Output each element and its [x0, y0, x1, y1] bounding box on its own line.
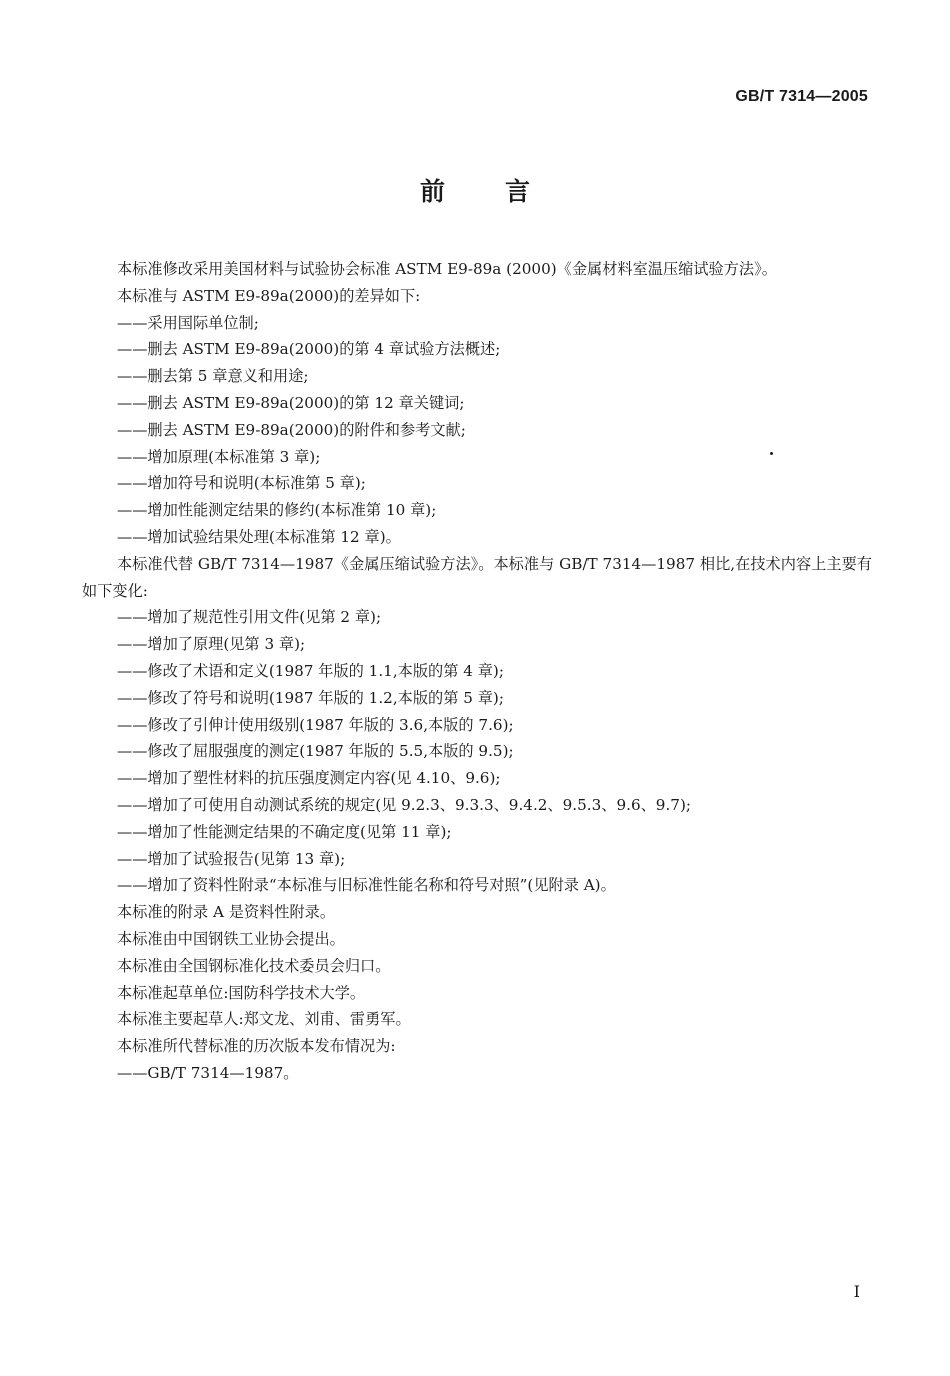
- list-item: ——增加试验结果处理(本标准第 12 章)。: [117, 527, 401, 546]
- list-item: ——增加了原理(见第 3 章);: [117, 635, 306, 654]
- list-item: ——增加了试验报告(见第 13 章);: [117, 849, 346, 868]
- page-title: 前言: [419, 177, 590, 206]
- list-item: ——增加原理(本标准第 3 章);: [117, 447, 321, 466]
- foreword-body: [82, 256, 872, 1087]
- list-item: ——修改了符号和说明(1987 年版的 1.2,本版的第 5 章);: [117, 688, 504, 707]
- scan-speck: [770, 452, 773, 455]
- paragraph-drafters: 本标准主要起草人:郑文龙、刘甫、雷勇军。: [117, 1010, 411, 1029]
- list-item: ——修改了屈服强度的测定(1987 年版的 5.5,本版的 9.5);: [117, 742, 514, 761]
- list-item: ——删去 ASTM E9-89a(2000)的附件和参考文献;: [117, 420, 466, 439]
- list-item: ——采用国际单位制;: [117, 313, 259, 332]
- standard-number: GB/T 7314—2005: [735, 88, 868, 105]
- list-item: ——修改了术语和定义(1987 年版的 1.1,本版的第 4 章);: [117, 661, 504, 680]
- list-item: ——增加了性能测定结果的不确定度(见第 11 章);: [117, 822, 452, 841]
- list-item: ——增加了可使用自动测试系统的规定(见 9.2.3、9.3.3、9.4.2、9.5.3、9.6、9.7);: [117, 795, 691, 814]
- paragraph-history-intro: 本标准所代替标准的历次版本发布情况为:: [117, 1037, 396, 1056]
- list-item: ——增加了规范性引用文件(见第 2 章);: [117, 608, 382, 627]
- paragraph-replacement: 本标准代替 GB/T 7314—1987《金属压缩试验方法》。本标准与 GB/T 7314—1987 相比,在技术内容上主要有如下变化:: [82, 554, 872, 600]
- list-item: ——删去第 5 章意义和用途;: [117, 367, 309, 386]
- list-item: ——增加符号和说明(本标准第 5 章);: [117, 474, 366, 493]
- paragraph-differences-intro: 本标准与 ASTM E9-89a(2000)的差异如下:: [117, 286, 421, 305]
- paragraph-appendix: 本标准的附录 A 是资料性附录。: [117, 903, 336, 922]
- list-item: ——增加性能测定结果的修约(本标准第 10 章);: [117, 501, 437, 520]
- page-number: I: [853, 1282, 860, 1301]
- list-item: ——增加了塑性材料的抗压强度测定内容(见 4.10、9.6);: [117, 769, 501, 788]
- list-item: ——删去 ASTM E9-89a(2000)的第 4 章试验方法概述;: [117, 340, 501, 359]
- paragraph-adoption: 本标准修改采用美国材料与试验协会标准 ASTM E9-89a (2000)《金属材料室温压缩试验方法》。: [117, 260, 777, 278]
- list-item: ——增加了资料性附录“本标准与旧标准性能名称和符号对照”(见附录 A)。: [117, 876, 616, 895]
- list-item: ——删去 ASTM E9-89a(2000)的第 12 章关键词;: [117, 393, 465, 412]
- paragraph-committee: 本标准由全国钢标准化技术委员会归口。: [117, 956, 391, 975]
- paragraph-drafting-unit: 本标准起草单位:国防科学技术大学。: [117, 983, 366, 1002]
- paragraph-proposer: 本标准由中国钢铁工业协会提出。: [117, 929, 345, 948]
- list-item: ——GB/T 7314—1987。: [117, 1063, 299, 1082]
- list-item: ——修改了引伸计使用级别(1987 年版的 3.6,本版的 7.6);: [117, 715, 514, 734]
